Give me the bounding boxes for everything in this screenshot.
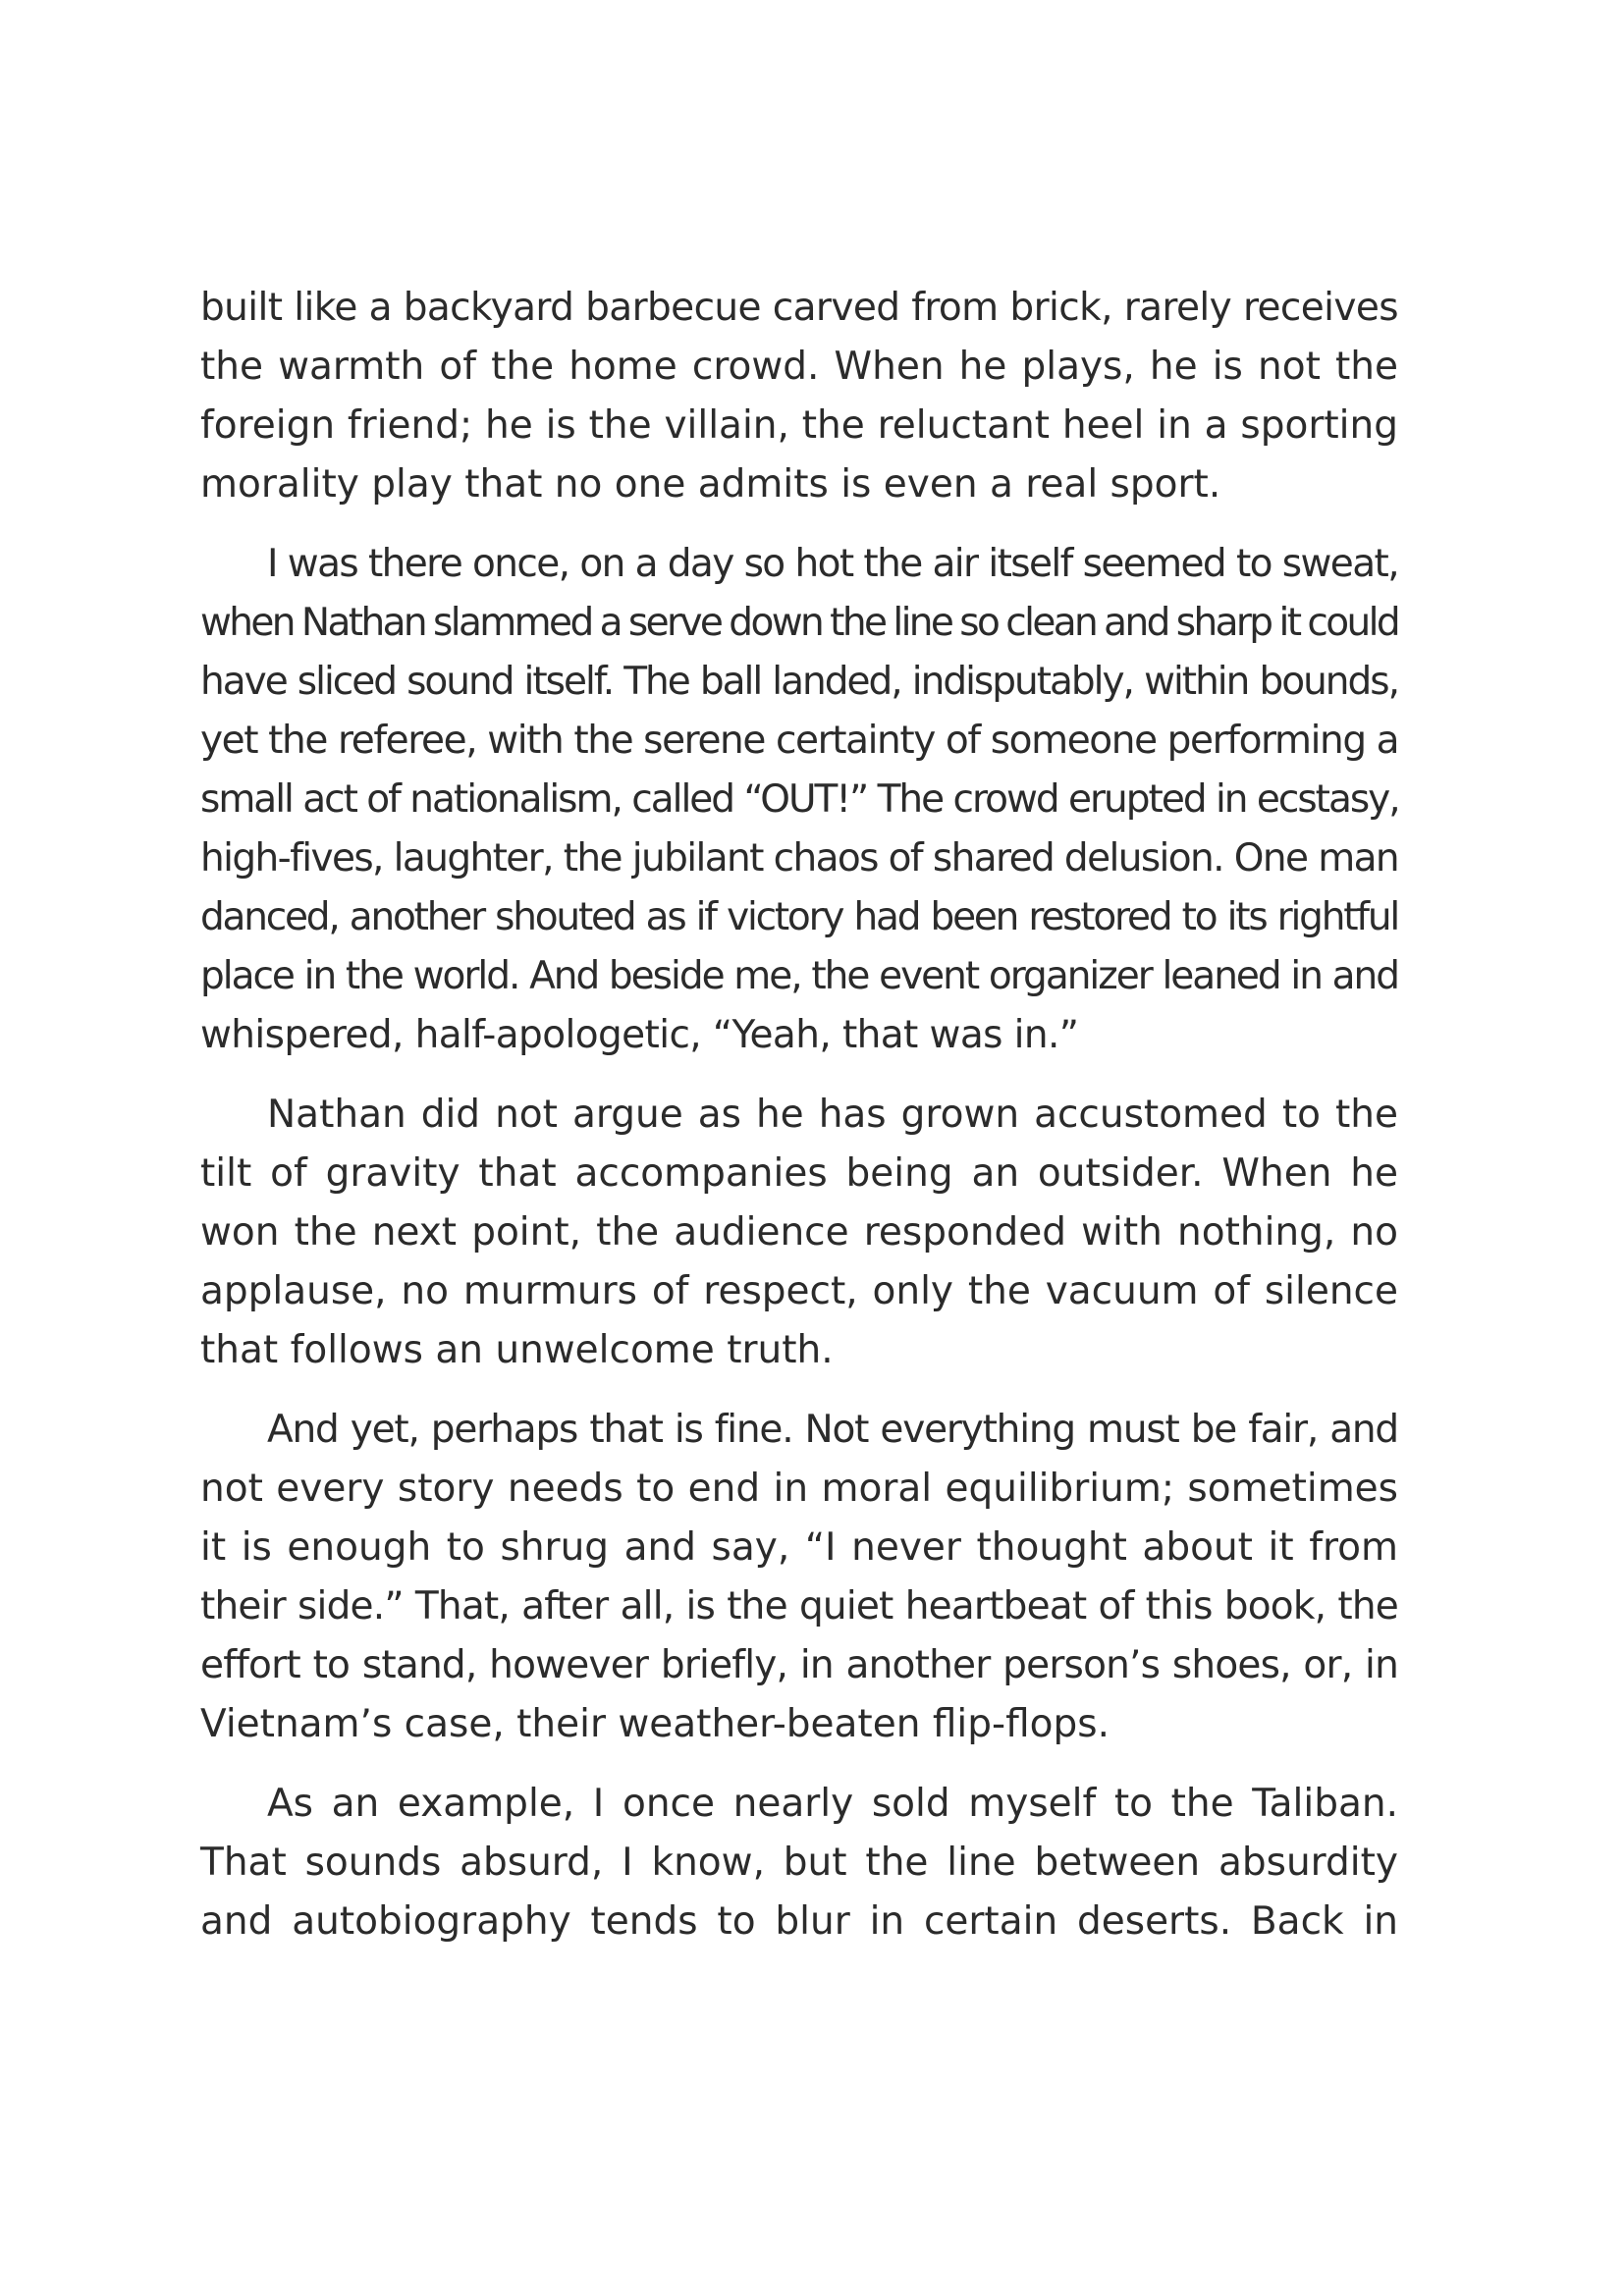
text-line: built like a backyard barbecue carved from brick, rarely receives (200, 286, 1398, 330)
text-line: whispered, half-apologetic, “Yeah, that was in.” (200, 1013, 1079, 1057)
text-line: tilt of gravity that accompanies being an outsider. When he (200, 1151, 1398, 1196)
text-line: not every story needs to end in moral equilibrium; sometimes (200, 1467, 1398, 1511)
text-line: yet the referee, with the serene certainty of someone performing a (200, 719, 1399, 763)
text-line: That sounds absurd, I know, but the line between absurdity (200, 1841, 1398, 1885)
text-line: Nathan did not argue as he has grown accustomed to the (267, 1093, 1398, 1137)
text-line: place in the world. And beside me, the event organizer leaned in and (200, 954, 1398, 998)
text-line: As an example, I once nearly sold myself to the Taliban. (267, 1782, 1398, 1826)
text-line: it is enough to shrug and say, “I never thought about it from (200, 1525, 1398, 1570)
paragraph-1 (200, 279, 1398, 514)
body-text (200, 279, 1398, 1972)
paragraph-5 (200, 1775, 1398, 1951)
text-line: have sliced sound itself. The ball landed, indisputably, within bounds, (200, 660, 1398, 704)
text-line: and autobiography tends to blur in certain deserts. Back in (200, 1899, 1398, 1944)
text-line: won the next point, the audience responded with nothing, no (200, 1210, 1398, 1255)
text-line: their side.” That, after all, is the quiet heartbeat of this book, the (200, 1584, 1398, 1629)
text-line: And yet, perhaps that is fine. Not everything must be fair, and (267, 1408, 1398, 1452)
text-line: morality play that no one admits is even a real sport. (200, 462, 1221, 507)
text-line: effort to stand, however briefly, in another person’s shoes, or, in (200, 1643, 1398, 1687)
text-line: high-fives, laughter, the jubilant chaos of shared delusion. One man (200, 836, 1398, 881)
paragraph-2 (200, 535, 1398, 1065)
text-line: I was there once, on a day so hot the air itself seemed to sweat, (267, 542, 1398, 586)
text-line: Vietnam’s case, their weather-beaten flip-flops. (200, 1702, 1110, 1746)
text-line: small act of nationalism, called “OUT!” The crowd erupted in ecstasy, (200, 777, 1399, 822)
text-line: the warmth of the home crowd. When he plays, he is not the (200, 345, 1398, 389)
text-line: that follows an unwelcome truth. (200, 1328, 834, 1372)
text-line: foreign friend; he is the villain, the reluctant heel in a sporting (200, 403, 1398, 448)
text-line: when Nathan slammed a serve down the line so clean and sharp it could (200, 601, 1398, 645)
text-line: danced, another shouted as if victory had been restored to its rightful (200, 895, 1398, 939)
paragraph-4 (200, 1401, 1398, 1754)
text-line: applause, no murmurs of respect, only the vacuum of silence (200, 1269, 1398, 1313)
paragraph-3 (200, 1086, 1398, 1380)
